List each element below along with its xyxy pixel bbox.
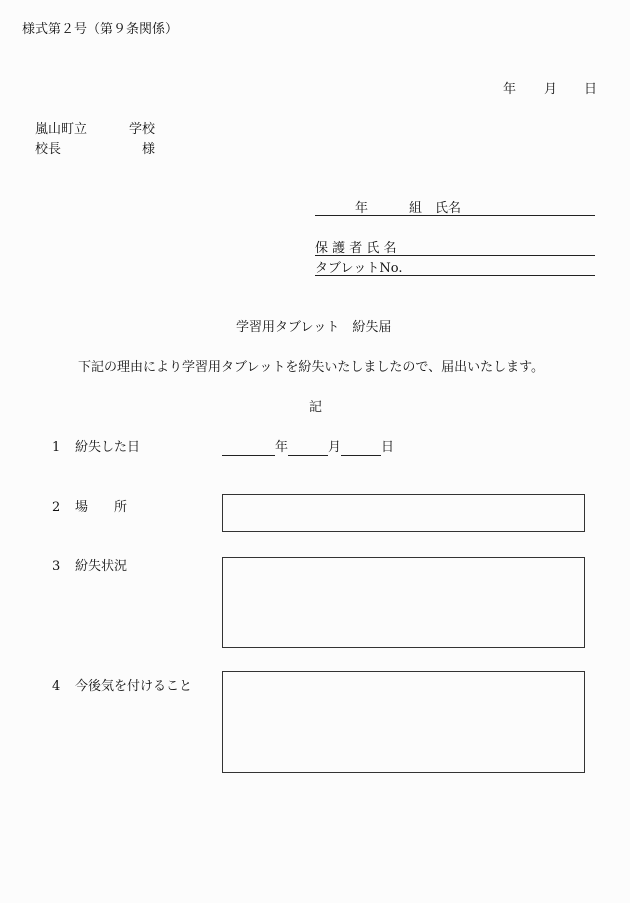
date-day-label: 日	[584, 82, 598, 97]
lost-year-label: 年	[275, 440, 289, 455]
lost-day-label: 日	[381, 440, 395, 455]
prevention-box[interactable]	[222, 671, 585, 773]
statement-text: 下記の理由により学習用タブレットを紛失いたしましたので、届出いたします。	[78, 360, 545, 375]
lost-month-label: 月	[328, 440, 342, 455]
item-4-number: 4	[52, 679, 61, 694]
grade-label: 年	[355, 201, 369, 216]
addressee-school: 学校	[129, 122, 156, 137]
addressee-principal: 校長	[35, 142, 62, 157]
item-4-label: 今後気を付けること	[75, 679, 193, 694]
guardian-name-label: 保 護 者 氏 名	[315, 241, 397, 256]
item-3-label: 紛失状況	[75, 559, 128, 574]
date-month-label: 月	[544, 82, 558, 97]
tablet-number-label: タブレットNo.	[315, 261, 403, 276]
addressee-honorific: 様	[142, 142, 156, 157]
item-3-number: 3	[52, 559, 61, 574]
form-number: 様式第２号（第９条関係）	[22, 22, 179, 37]
date-year-label: 年	[503, 82, 517, 97]
addressee-town: 嵐山町立	[35, 122, 88, 137]
item-2-number: 2	[52, 500, 61, 515]
student-name-label: 氏名	[435, 201, 462, 216]
loss-situation-box[interactable]	[222, 557, 585, 648]
ki-heading: 記	[309, 400, 323, 415]
location-box[interactable]	[222, 494, 585, 532]
lost-date-field	[222, 440, 394, 456]
item-1-label: 紛失した日	[75, 440, 141, 455]
page-title: 学習用タブレット 紛失届	[236, 320, 392, 335]
lost-month-blank[interactable]	[288, 442, 328, 456]
item-1-number: 1	[52, 440, 61, 455]
class-label: 組	[409, 201, 423, 216]
item-2-label: 場 所	[75, 500, 128, 515]
lost-year-blank[interactable]	[222, 442, 275, 456]
lost-day-blank[interactable]	[341, 442, 381, 456]
